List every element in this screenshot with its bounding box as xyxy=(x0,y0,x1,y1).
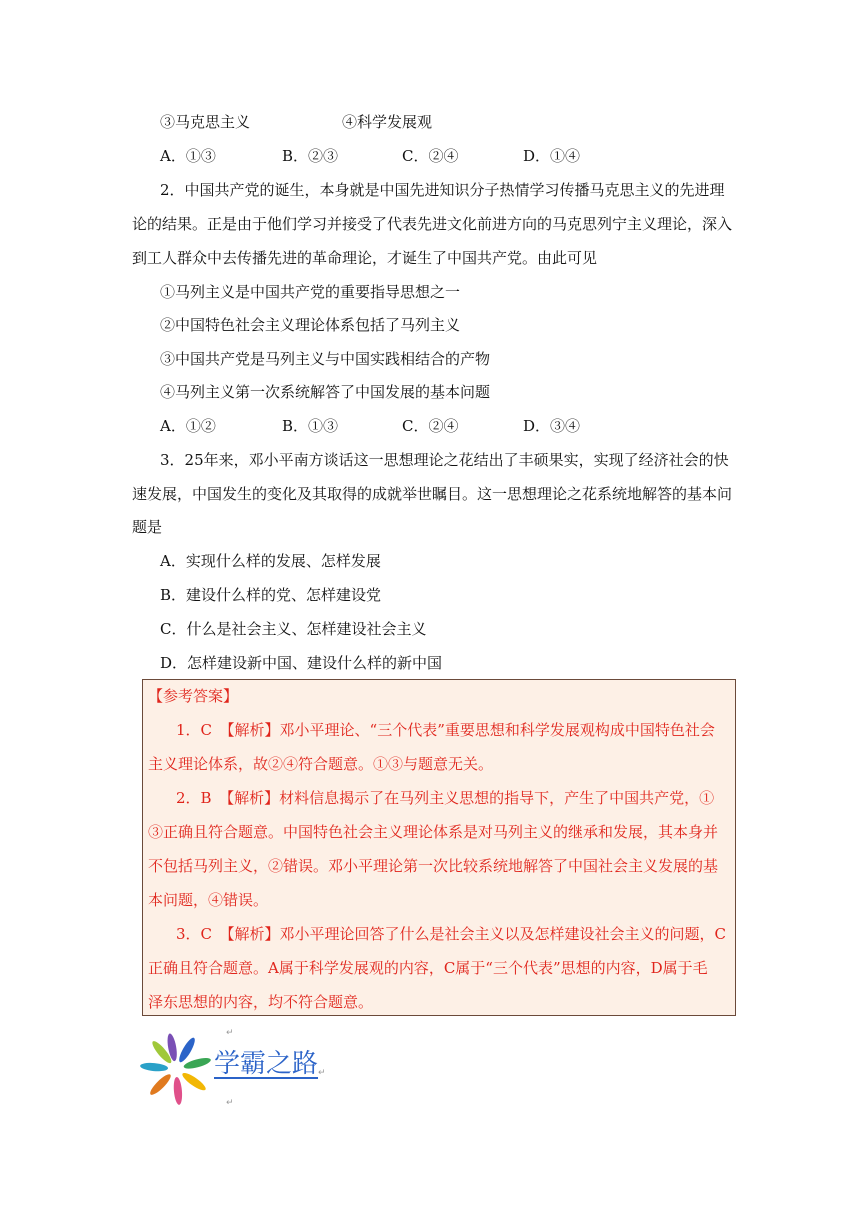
answer-3-line-3: 泽东思想的内容，均不符合题意。 xyxy=(148,993,374,1011)
q3-stem-line-2: 速发展，中国发生的变化及其取得的成就举世瞩目。这一思想理论之花系统地解答的基本问 xyxy=(132,485,733,503)
answer-2-line-3: 不包括马列主义，②错误。邓小平理论第一次比较系统地解答了中国社会主义发展的基 xyxy=(148,857,719,875)
q2-item-4: ④马列主义第一次系统解答了中国发展的基本问题 xyxy=(160,383,491,401)
q1-option-d: D．①④ xyxy=(523,147,581,165)
q3-option-c: C．什么是社会主义、怎样建设社会主义 xyxy=(160,620,427,638)
q2-option-a: A．①② xyxy=(160,417,216,435)
q1-option-c: C．②④ xyxy=(402,147,459,165)
q2-item-3: ③中国共产党是马列主义与中国实践相结合的产物 xyxy=(160,350,491,368)
answer-1-line-2: 主义理论体系，故②④符合题意。①③与题意无关。 xyxy=(148,755,494,773)
answer-1-line-1: 1．C 【解析】邓小平理论、“三个代表”重要思想和科学发展观构成中国特色社会 xyxy=(176,721,715,739)
q2-item-1: ①马列主义是中国共产党的重要指导思想之一 xyxy=(160,283,461,301)
answer-2-line-4: 本问题，④错误。 xyxy=(148,891,269,909)
q1-option-b: B．②③ xyxy=(282,147,339,165)
q3-option-b: B．建设什么样的党、怎样建设党 xyxy=(160,586,382,604)
q1-option-a: A．①③ xyxy=(160,147,216,165)
q2-item-2: ②中国特色社会主义理论体系包括了马列主义 xyxy=(160,316,461,334)
q1-item-3: ③马克思主义 xyxy=(160,113,251,131)
logo-text: 学霸之路 xyxy=(214,1049,319,1079)
paragraph-mark: ↵ xyxy=(226,1098,234,1108)
answer-3-line-2: 正确且符合题意。A属于科学发展观的内容，C属于“三个代表”思想的内容，D属于毛 xyxy=(148,959,708,977)
paragraph-mark: ↵ xyxy=(226,1028,234,1038)
q3-stem-line-3: 题是 xyxy=(132,518,163,536)
q2-option-c: C．②④ xyxy=(402,417,459,435)
q3-option-a: A．实现什么样的发展、怎样发展 xyxy=(160,552,381,570)
q2-option-d: D．③④ xyxy=(523,417,581,435)
paragraph-mark: ↵ xyxy=(318,1068,326,1078)
q2-stem-line-2: 论的结果。正是由于他们学习并接受了代表先进文化前进方向的马克思列宁主义理论，深入 xyxy=(132,215,733,233)
answer-2-line-2: ③正确且符合题意。中国特色社会主义理论体系是对马列主义的继承和发展，其本身并 xyxy=(148,823,719,841)
q1-item-4: ④科学发展观 xyxy=(342,113,433,131)
q2-stem-line-1: 2．中国共产党的诞生，本身就是中国先进知识分子热情学习传播马克思主义的先进理 xyxy=(160,181,725,199)
answer-3-line-1: 3．C 【解析】邓小平理论回答了什么是社会主义以及怎样建设社会主义的问题，C xyxy=(176,925,727,943)
answer-2-line-1: 2．B 【解析】材料信息揭示了在马列主义思想的指导下，产生了中国共产党，① xyxy=(176,789,715,807)
q2-stem-line-3: 到工人群众中去传播先进的革命理论，才诞生了中国共产党。由此可见 xyxy=(132,249,598,267)
q2-option-b: B．①③ xyxy=(282,417,339,435)
q3-stem-line-1: 3．25年来，邓小平南方谈话这一思想理论之花结出了丰硕果实，实现了经济社会的快 xyxy=(160,451,729,469)
answer-heading: 【参考答案】 xyxy=(148,687,239,705)
q3-option-d: D．怎样建设新中国、建设什么样的新中国 xyxy=(160,654,443,672)
